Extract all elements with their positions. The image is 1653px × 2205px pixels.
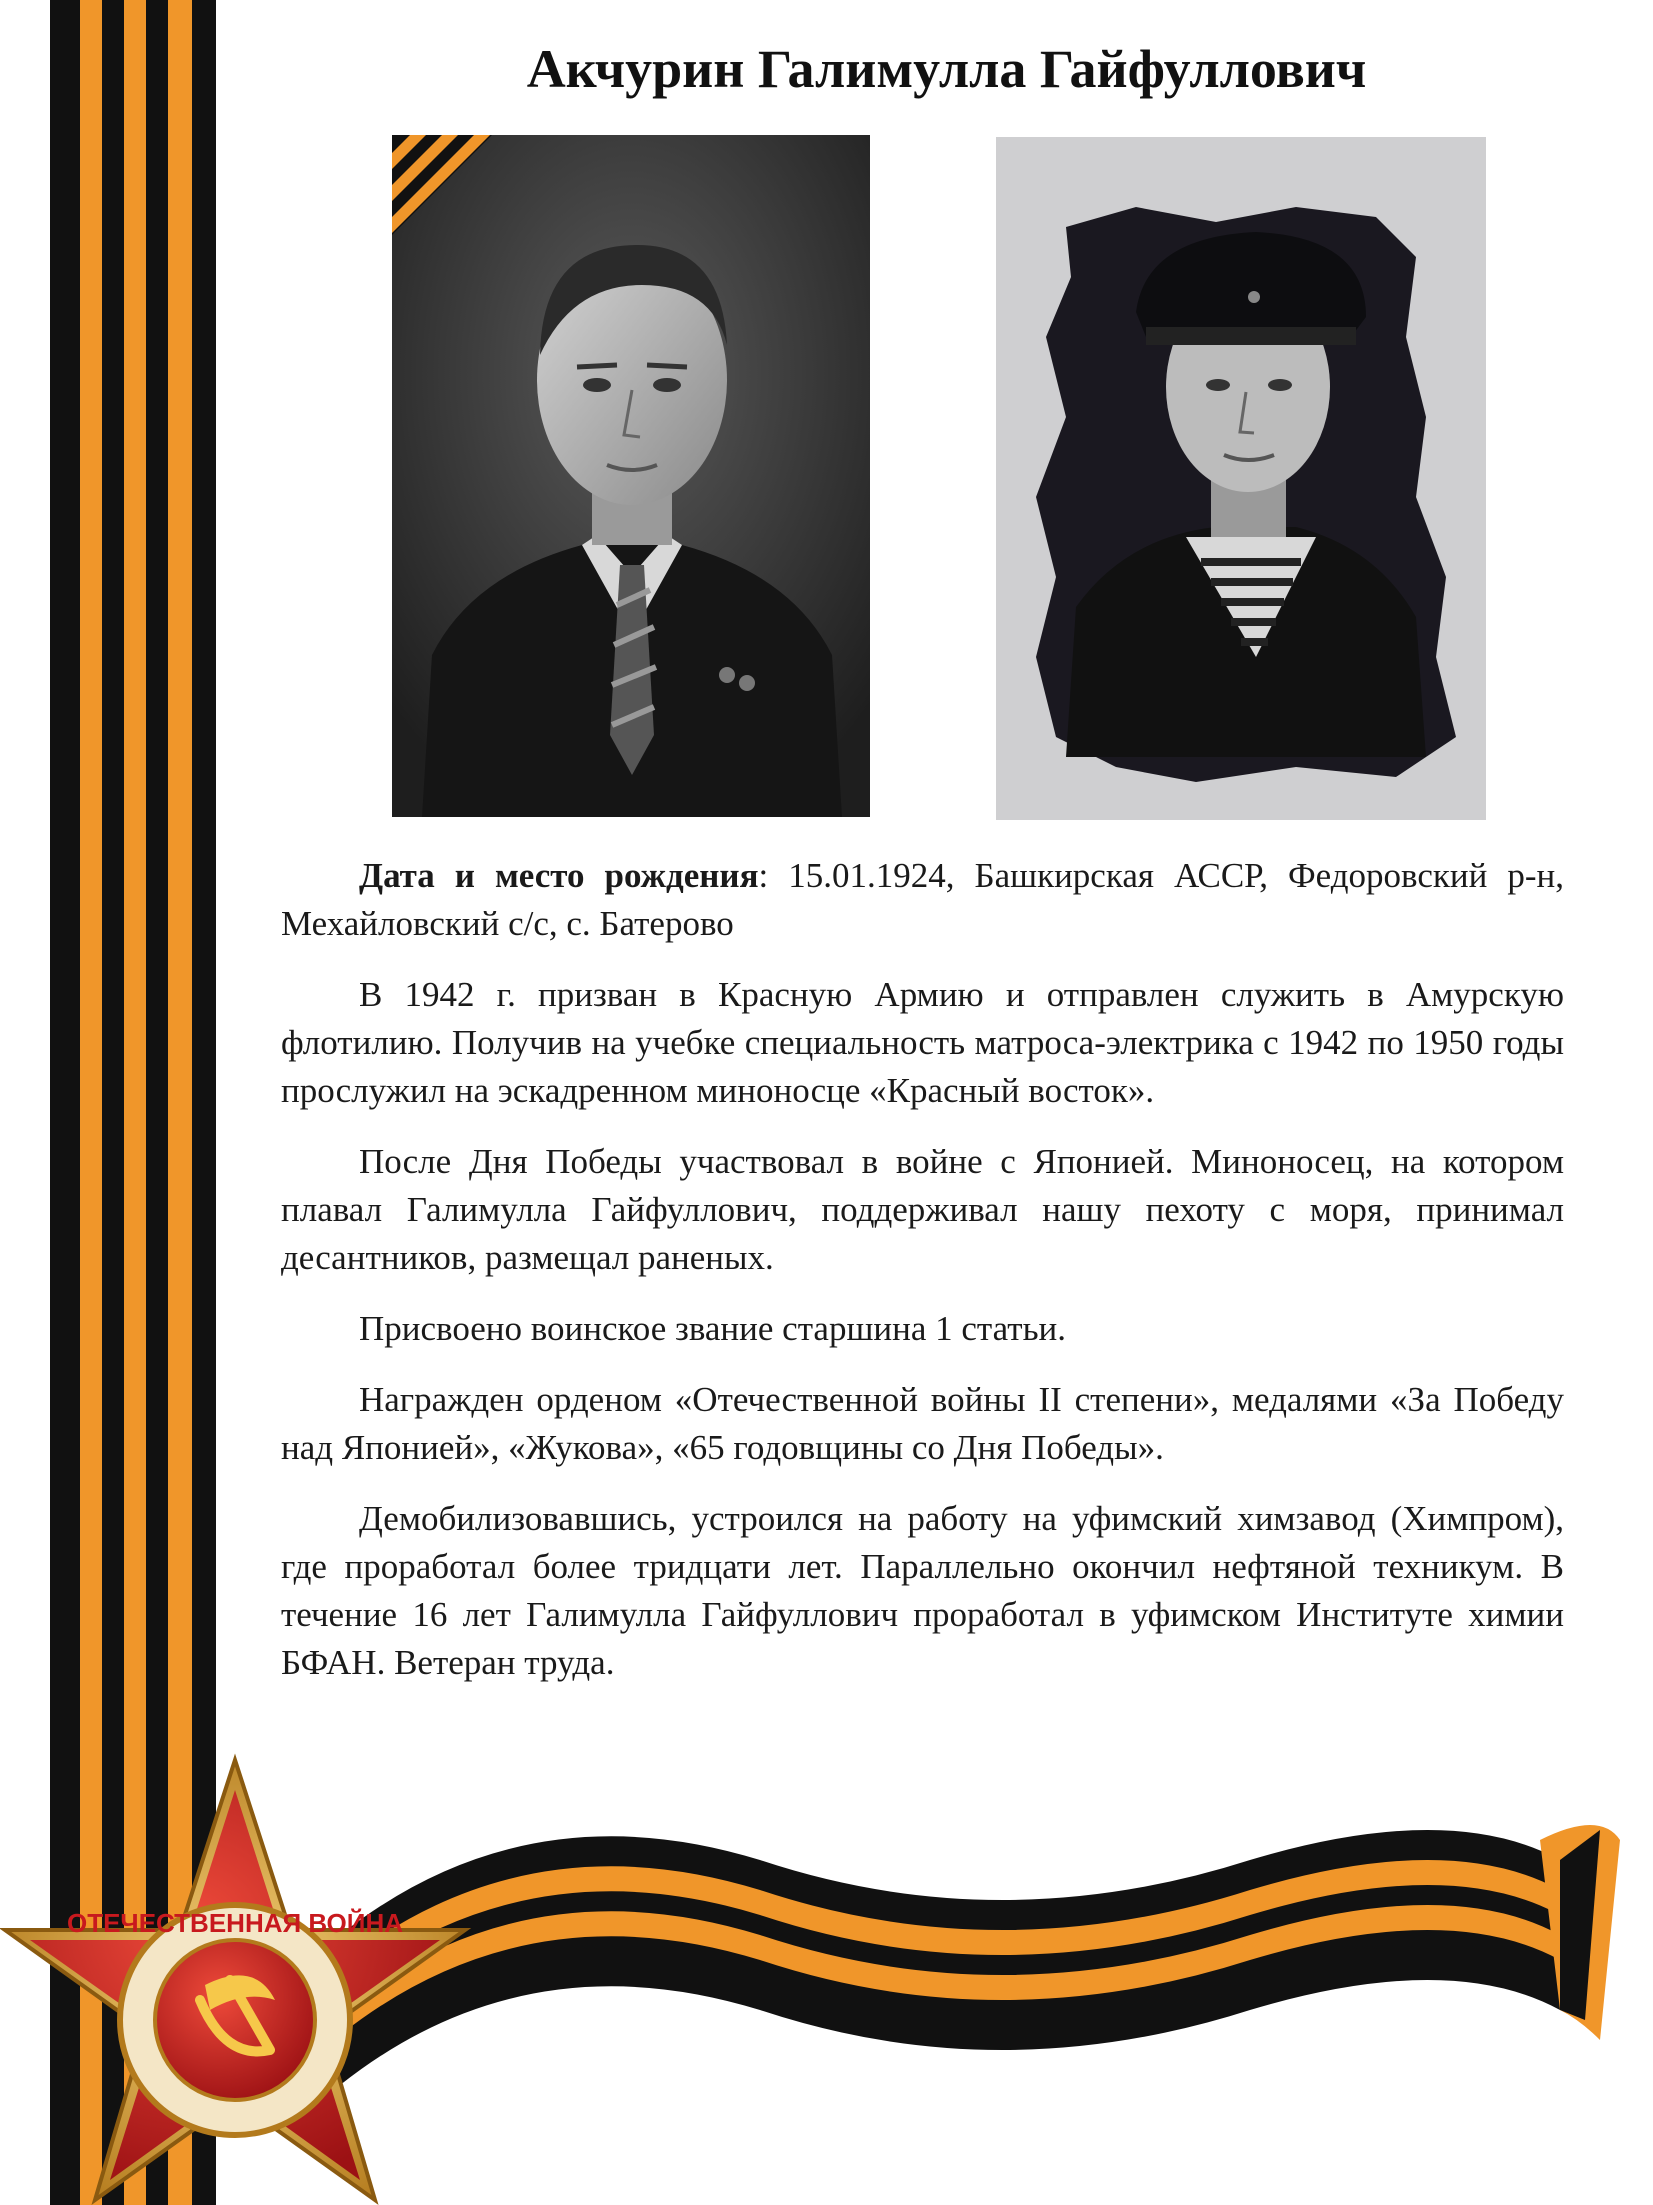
decorative-bottom bbox=[0, 1720, 1653, 2205]
paragraph-service: В 1942 г. призван в Красную Армию и отправлен служить в Амурскую флотилию. Получив на учебке специальность матроса-электрика с 1942 по 1950 годы прослужил на эскадренном миноносце «Красный восток». bbox=[281, 975, 1564, 1110]
birth-paragraph bbox=[281, 852, 1564, 948]
portrait-photo-suit bbox=[392, 135, 870, 817]
order-patriotic-war-emblem bbox=[5, 1760, 465, 2200]
st-george-ribbon-wave bbox=[300, 1825, 1620, 2120]
paragraph-awards: Награжден орденом «Отечественной войны II степени», медалями «За Победу над Японией», «Жукова», «65 годовщины со Дня Победы». bbox=[281, 1380, 1564, 1467]
paragraph-rank: Присвоено воинское звание старшина 1 статьи. bbox=[359, 1309, 1067, 1348]
birth-value: : 15.01.1924, Башкирская АССР, Федоровский р-н, Мехайловский с/с, с. Батерово bbox=[281, 856, 1564, 943]
portrait-photo-sailor bbox=[996, 137, 1486, 820]
paragraph-war-japan: После Дня Победы участвовал в войне с Японией. Миноносец, на котором плавал Галимулла Гайфуллович, поддерживал нашу пехоту с моря, принимал десантников, размещал раненых. bbox=[281, 1142, 1564, 1277]
order-emblem-text: ОТЕЧЕСТВЕННАЯ ВОЙНА bbox=[66, 1908, 404, 1938]
page-title: Акчурин Галимулла Гайфуллович bbox=[526, 39, 1367, 99]
birth-label: Дата и место рождения bbox=[359, 856, 759, 895]
paragraph-postwar: Демобилизовавшись, устроился на работу на уфимский химзавод (Химпром), где проработал более тридцати лет. Параллельно окончил нефтяной техникум. В течение 16 лет Галимулла Гайфуллович проработал в уфимском Институте химии БФАН. Ветеран труда. bbox=[281, 1499, 1564, 1682]
biography-text bbox=[281, 852, 1564, 1710]
